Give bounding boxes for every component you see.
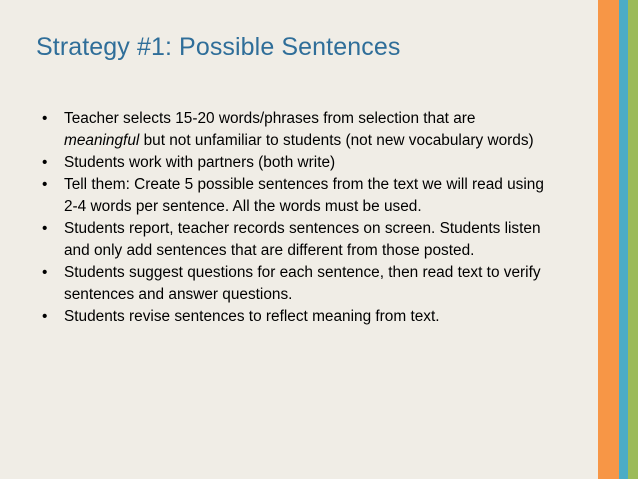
bullet-item [42,152,554,174]
bullet-text: Students report, teacher records sentences on screen. Students listen and only add sentences that are different from those posted. [64,220,541,259]
bullet-text: Teacher selects 15-20 words/phrases from selection that are [64,110,476,127]
bullet-icon: • [42,176,48,193]
bullet-text: Tell them: Create 5 possible sentences from the text we will read using 2-4 words per sentence. All the words must be used. [64,176,544,215]
bullet-icon: • [42,110,48,127]
bullet-item [42,218,554,262]
bullet-icon: • [42,308,48,325]
bullet-icon: • [42,220,48,237]
bullet-item [42,262,554,306]
bullet-icon: • [42,264,48,281]
bullet-text: Students work with partners (both write) [64,154,336,171]
orange-stripe [598,0,619,479]
green-stripe [628,0,638,479]
bullet-icon: • [42,154,48,171]
slide-title: Strategy #1: Possible Sentences [36,33,401,61]
bullet-item [42,108,554,152]
bullet-text: Students revise sentences to reflect meaning from text. [64,308,440,325]
bullet-list [42,108,554,328]
bullet-emphasis: meaningful [64,132,140,149]
bullet-text: Students suggest questions for each sentence, then read text to verify sentences and answer questions. [64,264,541,303]
decorative-stripes [598,0,638,479]
blue-stripe [619,0,628,479]
bullet-text: but not unfamiliar to students (not new vocabulary words) [139,132,534,149]
bullet-item [42,306,554,328]
bullet-item [42,174,554,218]
